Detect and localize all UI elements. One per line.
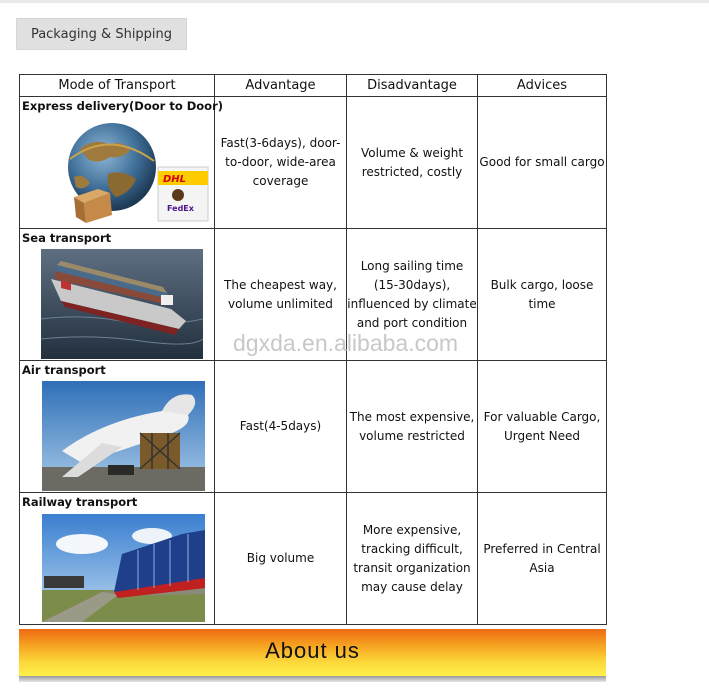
advice-cell: Preferred in Central Asia <box>478 493 607 625</box>
advice-cell: For valuable Cargo, Urgent Need <box>478 361 607 493</box>
mode-cell <box>20 229 215 361</box>
header-mode: Mode of Transport <box>20 75 215 97</box>
header-advices: Advices <box>478 75 607 97</box>
mode-cell <box>20 493 215 625</box>
container-ship-picture <box>41 249 203 359</box>
advantage-cell: Big volume <box>215 493 347 625</box>
disadvantage-cell: Volume & weight restricted, costly <box>347 97 478 229</box>
top-divider <box>0 0 709 3</box>
banner-shadow <box>19 676 606 682</box>
globe-courier-boxes-picture <box>50 119 215 227</box>
fedex-logo-text: FedEx <box>167 204 194 213</box>
header-advantage: Advantage <box>215 75 347 97</box>
transport-table <box>19 74 607 625</box>
table-row <box>20 97 607 229</box>
advantage-cell: The cheapest way, volume unlimited <box>215 229 347 361</box>
about-us-banner[interactable]: About us <box>19 629 606 676</box>
table-row <box>20 493 607 625</box>
mode-cell <box>20 97 224 229</box>
mode-label: Air transport <box>22 363 106 377</box>
dhl-logo-text: DHL <box>163 174 187 185</box>
table-row <box>20 229 607 361</box>
advantage-cell: Fast(4-5days) <box>215 361 347 493</box>
table-header-row <box>20 75 607 97</box>
mode-label: Sea transport <box>22 231 112 245</box>
header-disadvantage: Disadvantage <box>347 75 478 97</box>
advice-cell: Bulk cargo, loose time <box>478 229 607 361</box>
mode-cell <box>20 361 215 493</box>
disadvantage-cell: The most expensive, volume restricted <box>347 361 478 493</box>
mode-label: Express delivery(Door to Door) <box>22 99 224 113</box>
disadvantage-cell: More expensive, tracking difficult, transit organization may cause delay <box>347 493 478 625</box>
tab-packaging-shipping[interactable]: Packaging & Shipping <box>16 18 187 50</box>
advantage-cell: Fast(3-6days), door-to-door, wide-area coverage <box>215 97 347 229</box>
freight-train-picture <box>42 514 205 622</box>
cargo-airplane-picture <box>42 381 205 491</box>
disadvantage-cell: Long sailing time (15-30days), influenced by climate and port condition <box>347 229 478 361</box>
mode-label: Railway transport <box>22 495 138 509</box>
table-row <box>20 361 607 493</box>
advice-cell: Good for small cargo <box>478 97 607 229</box>
watermark: dgxda.en.alibaba.com <box>233 330 459 356</box>
